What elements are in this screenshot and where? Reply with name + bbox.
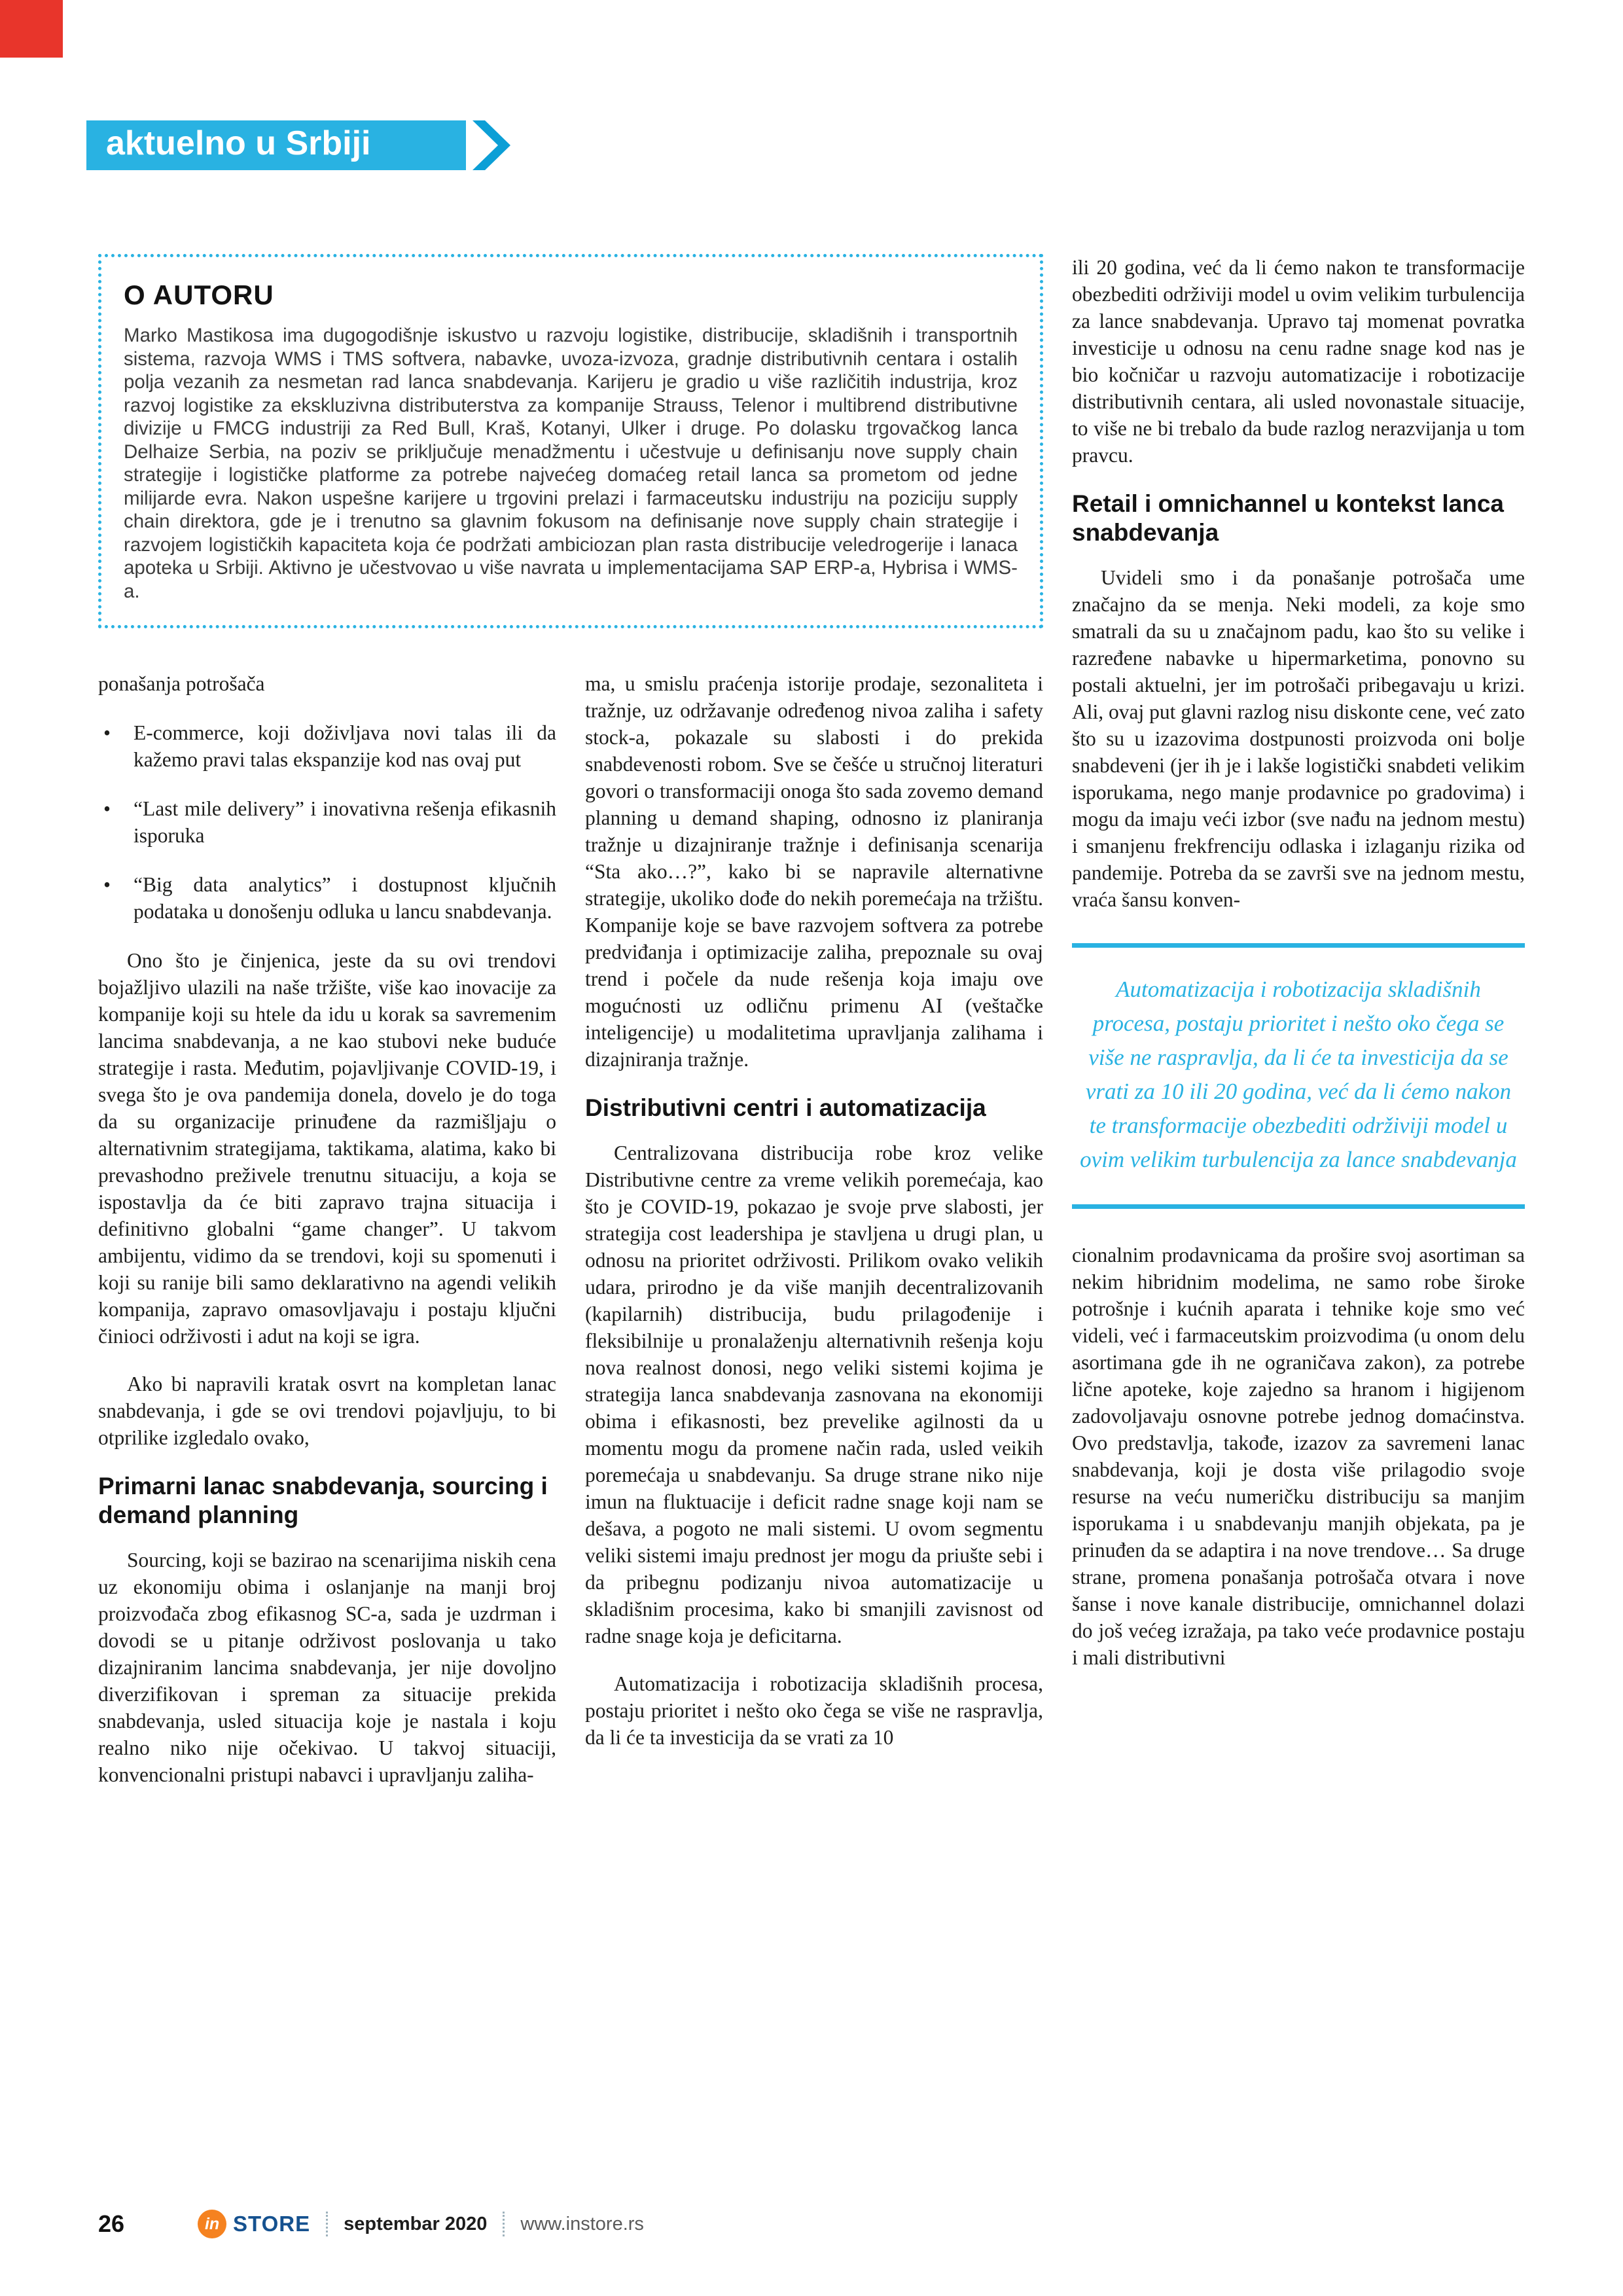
- bullet-text: “Last mile delivery” i inovativna rešenja efikasnih isporuka: [134, 797, 556, 847]
- author-box-body: Marko Mastikosa ima dugogodišnje iskustvo u razvoju logistike, distribucije, skladišnih i transportnih sistema, razvoja WMS i TMS softvera, nabavke, uvoza-izvoza, gradnje distributivnih centara i ostalih polja vezanih za nesmetan rad lanca snabdevanja. Karijeru je gradio u više različitih industrija, kroz razvoj logistike za ekskluzivna distributerstva za kompanije Strauss, Telenor i multibrend distributivne divizije u FMCG industriji za Red Bull, Kraš, Kotanyi, Ulker i druge. Po dolasku trgovačkog lanca Delhaize Serbia, na poziv se priključuje menadžmentu i učestvuje u definisanju nove supply chain strategije i logističke platforme za potrebe najvećeg domaćeg retail lanca sa prometom od jedne milijarde evra. Nakon uspešne karijere u trgovini prelazi i farmaceutsku industriju na poziciju supply chain direktora, gde je i trenutno sa glavnim fokusom na definisanje nove supply chain strategije i razvojem logističkih kapaciteta koja će podržati ambiciozan plan rasta distribucije veledrogerije i lanaca apoteka u Srbiji. Aktivno je učestvovao u više navrata u implementacijama SAP ERP-a, Hybrisa i WMS-a.: [124, 325, 1018, 602]
- footer-separator: [503, 2212, 505, 2236]
- corner-red-square: [0, 0, 63, 58]
- page-footer: [98, 2207, 1525, 2241]
- paragraph: Uvideli smo i da ponašanje potrošača ume značajno da se menja. Neki modeli, za koje smo smatrali da su u značajnom padu, kao što su velike i razređene nabavke u hipermarketima, ponovno su postali aktuelni, jer im potrošači pribegavaju u krizi. Ali, ovaj put glavni razlog nisu diskonte cene, već zato što su u izazovima dostpunosti proizvoda oni bolje snabdeveni (jer ih je i lakše logistički snabdeti velikim isporukama, nego manje prodavnice po gradovima) i mogu da imaju veći izbor (sve nađu na jednom mestu) i smanjenu frekfrenciju odlaska i izlaganju rizika od pandemije. Potreba da se završi sve na jednom mestu, vraća šansu konven-: [1072, 566, 1525, 911]
- section-heading-primarni-lanac: Primarni lanac snabdevanja, sourcing i demand planning: [98, 1473, 548, 1528]
- footer-separator: [326, 2212, 328, 2236]
- instore-logo-text: STORE: [233, 2212, 311, 2236]
- bullet-text: E-commerce, koji doživljava novi talas ili da kažemo pravi talas ekspanzije kod nas ovaj put: [134, 721, 556, 771]
- paragraph: Ako bi napravili kratak osvrt na kompletan lanac snabdevanja, i gde se ovi trendovi pojavljuju, to bi otprilike izgledalo ovako,: [98, 1372, 556, 1449]
- instore-logo: [198, 2210, 310, 2238]
- pull-quote-text: Automatizacija i robotizacija skladišnih procesa, postaju prioritet i nešto oko čega se više ne raspravlja, da li će ta investicija da se vrati za 10 ili 20 godina, već da li ćemo nakon te transformacije obezbediti održiviji model u ovim velikim turbulencija za lance snabdevanja: [1080, 977, 1517, 1172]
- section-heading-distributivni-centri: Distributivni centri i automatizacija: [585, 1094, 986, 1121]
- columns-1-2: [98, 670, 1043, 1809]
- author-box: [98, 254, 1043, 628]
- banner-arrow-icon: [473, 120, 510, 170]
- section-banner: [86, 120, 510, 170]
- bullet-icon: •: [103, 721, 111, 744]
- left-columns-wrap: [98, 254, 1043, 1809]
- section-heading-retail-omnichannel: Retail i omnichannel u kontekst lanca snabdevanja: [1072, 490, 1505, 546]
- pull-quote: [1072, 943, 1525, 1209]
- column-2: [585, 670, 1043, 1809]
- list-item: [98, 871, 556, 925]
- section-banner-bar: [86, 120, 466, 170]
- paragraph: Centralizovana distribucija robe kroz velike Distributivne centre za vreme velikih poremećaja, kao što je COVID-19, pokazao je svoje prve slabosti, jer strategija cost leadershipa je stavljena u drugi plan, u odnosu na prioritet održivosti. Prilikom ovako velikih udara, prirodno je da više manjih decentralizovanih (kapilarnih) distribucija, budu prilagođenije i fleksibilnije u pronalaženju alternativnih rešenja koju nova realnost donosi, nego veliki sistemi kojima je strategija lanca snabdevanja zasnovana na ekonomiji obima i efikasnosti, bez prevelike agilnosti da u momentu mogu da promene način rada, usled veikih poremećaja u snabdevanju. Sa druge strane niko nije imun na fluktuacije i deficit radne snage koji nam se dešava, a pogoto ne mali sistemi. U ovom segmentu veliki sistemi imaju prednost jer mogu da priušte sebi i da pribegnu podizanju nivoa automatizacije u skladišnim procesima, kako bi smanjili zavisnost od radne snage koja je deficitarna.: [585, 1141, 1043, 1647]
- list-item: [98, 719, 556, 773]
- instore-logo-icon: in: [198, 2210, 226, 2238]
- column-1: [98, 670, 556, 1809]
- bullet-text: “Big data analytics” i dostupnost ključnih podataka u donošenju odluka u lancu snabdevanja.: [134, 873, 556, 923]
- paragraph: cionalnim prodavnicama da prošire svoj asortiman sa nekim hibridnim modelima, ne samo robe široke potrošnje i kućnih aparata i tehnike koje smo već videli, već i farmaceutskim proizvodima (u onom delu asortimana gde ih ne ograničava zakon), za potrebe lične apoteke, koje zajedno sa hranom i higijenom zadovoljavaju osnovne potrebe jednog domaćinstva. Ovo predstavlja, takođe, izazov za savremeni lanac snabdevanja, koji je dosta više prilagodio svoje resurse na veću numeričku distribuciju sa manjim isporukama i u snabdevanju manjih objekata, pa je prinuđen da se adaptira i na nove trendove… Sa druge strane, promena ponašanja potrošača otvara i nove šanse i nove kanale distribucije, omnichannel dolazi do još većeg izražaja, pa tako veće prodavnice postaju i mali distributivni: [1072, 1244, 1525, 1669]
- column-3: [1072, 254, 1525, 1809]
- list-item: [98, 795, 556, 849]
- banner-title: aktuelno u Srbiji: [106, 124, 371, 162]
- website-link[interactable]: www.instore.rs: [520, 2213, 644, 2234]
- paragraph: Automatizacija i robotizacija skladišnih procesa, postaju prioritet i nešto oko čega se više ne raspravlja, da li će ta investicija da se vrati za 10: [585, 1672, 1043, 1749]
- bullet-icon: •: [103, 797, 111, 820]
- author-box-title: O AUTORU: [124, 279, 274, 310]
- article-body: [98, 254, 1525, 1809]
- paragraph: ili 20 godina, već da li ćemo nakon te transformacije obezbediti održiviji model u ovim velikim turbulencija za lance snabdevanja. Upravo taj momenat povratka investicije u odnosu na cenu radne snage kod nas je bio kočničar u razvoju automatizacije i robotizacije distributivnih centara, ali usled novonastale situacije, to više ne bi trebalo da bude razlog nerazvijanja u tom pravcu.: [1072, 256, 1525, 467]
- paragraph: ma, u smislu praćenja istorije prodaje, sezonaliteta i tražnje, uz održavanje određenog nivoa zaliha i safety stock-a, pokazale su slabosti i do prekida snabdevenosti robom. Sve se češće u stručnoj literaturi govori o transformaciji onoga što sada zovemo demand planning u demand shaping, odnosno iz planiranja tražnje u dizajniranje tražnje i definisanja scenarija “Sta ako…?”, kako bi se napravile alternativne strategije, ukoliko dođe do nekih poremećaja na tržištu. Kompanije koje se bave razvojem softvera za potrebe predviđanja i optimizacije zaliha, prepoznale su ovaj trend i počele da nude rešenja koja imaju ove mogućnosti uz odličnu primenu AI (veštačke inteligencije) u modalitetima upravljanja zalihama i dizajniranja tražnje.: [585, 672, 1043, 1071]
- paragraph: Sourcing, koji se bazirao na scenarijima niskih cena uz ekonomiju obima i oslanjanje na manji broj proizvođača zbog efikasnog SC-a, sada je uzdrman i dovodi se u pitanje održivost poslovanja u tako dizajniranim lancima snabdevanja, jer nije dovoljno diverzifikovan i spreman za situacije prekida snabdevanja, usled situacija koje je nastala i koju realno niko nije očekivao. U takvoj situaciji, konvencionalni pristupi nabavci i upravljanju zaliha-: [98, 1549, 556, 1786]
- bullet-icon: •: [103, 873, 111, 896]
- lead-line: ponašanja potrošača: [98, 672, 265, 695]
- page-number: 26: [98, 2210, 125, 2237]
- issue-date: septembar 2020: [344, 2213, 488, 2234]
- paragraph: Ono što je činjenica, jeste da su ovi trendovi bojažljivo ulazili na naše tržište, više kao inovacije za kompanije koji su htele da idu u korak sa savremenim lancima snabdevanja, a ne kao stubovi neke buduće strategije i rasta. Međutim, pojavljivanje COVID-19, i svega što je ova pandemija donela, dovelo je do toga da su organizacije prinuđene da razmišljaju o alternativnim strategijama, taktikama, alatima, kako bi prevashodno preživele trenutnu situaciju, a koja se ispostavlja da će biti zapravo trajna situacija i definitivno globalni “game changer”. U takvom ambijentu, vidimo da se trendovi, koji su spomenuti i koji su ranije bili samo deklarativno na agendi velikih kompanija, zapravo omasovljavaju i postaju ključni činioci održivosti i adut na koji se igra.: [98, 949, 556, 1348]
